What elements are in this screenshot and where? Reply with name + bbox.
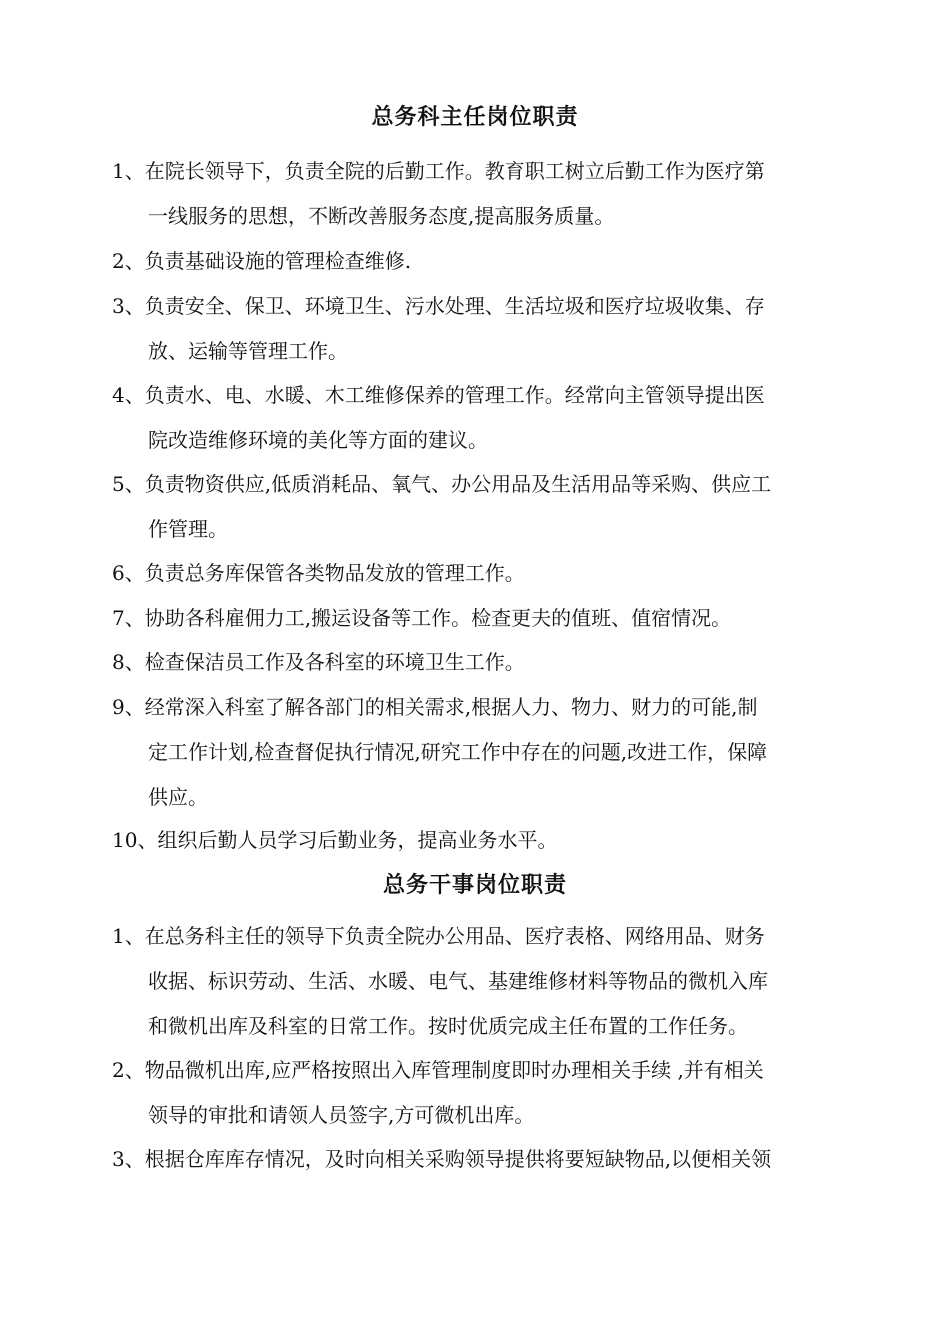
duty-line: 定工作计划,检查督促执行情况,研究工作中存在的问题,改进工作，保障 xyxy=(148,740,768,764)
director-duty-3 xyxy=(112,284,852,374)
duty-line: 领导的审批和请领人员签字,方可微机出库。 xyxy=(148,1103,535,1127)
duty-line: 7、协助各科雇佣力工,搬运设备等工作。检查更夫的值班、值宿情况。 xyxy=(112,606,732,630)
duty-line: 2、物品微机出库,应严格按照出入库管理制度即时办理相关手续 ,并有相关 xyxy=(112,1058,764,1082)
duty-line: 9、经常深入科室了解各部门的相关需求,根据人力、物力、财力的可能,制 xyxy=(112,695,758,719)
section-title-officer: 总务干事岗位职责 xyxy=(382,872,567,898)
officer-duty-1 xyxy=(112,914,852,1049)
duty-line: 3、负责安全、保卫、环境卫生、污水处理、生活垃圾和医疗垃圾收集、存 xyxy=(112,294,765,318)
duty-line: 3、根据仓库库存情况，及时向相关采购领导提供将要短缺物品,以便相关领 xyxy=(112,1147,772,1171)
director-duty-1 xyxy=(112,149,852,239)
director-duty-8 xyxy=(112,640,852,685)
director-duty-9 xyxy=(112,685,852,820)
duty-line: 收据、标识劳动、生活、水暖、电气、基建维修材料等物品的微机入库 xyxy=(148,969,768,993)
duty-line: 作管理。 xyxy=(148,517,228,541)
director-duty-7 xyxy=(112,596,852,641)
officer-duty-3 xyxy=(112,1137,852,1182)
duty-line: 6、负责总务库保管各类物品发放的管理工作。 xyxy=(112,561,525,585)
section-title-director: 总务科主任岗位职责 xyxy=(371,104,579,130)
duty-line: 和微机出库及科室的日常工作。按时优质完成主任布置的工作任务。 xyxy=(148,1014,748,1038)
duty-line: 5、负责物资供应,低质消耗品、氧气、办公用品及生活用品等采购、供应工 xyxy=(112,472,772,496)
director-duty-10 xyxy=(112,818,852,863)
duty-line: 院改造维修环境的美化等方面的建议。 xyxy=(148,428,488,452)
duty-line: 4、负责水、电、水暖、木工维修保养的管理工作。经常向主管领导提出医 xyxy=(112,383,765,407)
director-duty-4 xyxy=(112,373,852,463)
duty-line: 2、负责基础设施的管理检查维修. xyxy=(112,249,412,273)
duty-line: 放、运输等管理工作。 xyxy=(148,339,348,363)
duty-line: 8、检查保洁员工作及各科室的环境卫生工作。 xyxy=(112,650,525,674)
duty-line: 1、在总务科主任的领导下负责全院办公用品、医疗表格、网络用品、财务 xyxy=(112,924,765,948)
director-duty-5 xyxy=(112,462,852,552)
duty-line: 一线服务的思想，不断改善服务态度,提高服务质量。 xyxy=(148,204,615,228)
duty-line: 10、组织后勤人员学习后勤业务，提高业务水平。 xyxy=(112,828,558,852)
officer-duty-2 xyxy=(112,1048,852,1138)
duty-line: 1、在院长领导下，负责全院的后勤工作。教育职工树立后勤工作为医疗第 xyxy=(112,159,765,183)
director-duty-2 xyxy=(112,239,852,284)
duty-line: 供应。 xyxy=(148,785,208,809)
director-duty-6 xyxy=(112,551,852,596)
